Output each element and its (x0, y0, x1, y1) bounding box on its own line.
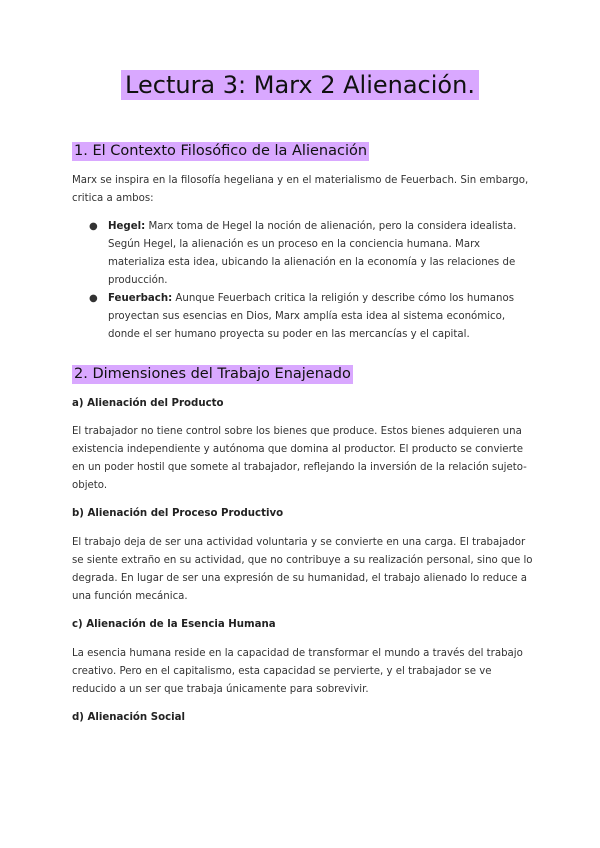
page-title: Lectura 3: Marx 2 Alienación. (121, 70, 479, 100)
subsection-a-heading: a) Alienación del Producto (72, 398, 224, 409)
section1-intro: Marx se inspira en la filosofía hegeliana y en el materialismo de Feuerbach. Sin embargo, critica a ambos: (72, 175, 529, 204)
bullet-dot-icon: ● (89, 221, 98, 232)
subsection-b-heading: b) Alienación del Proceso Productivo (72, 508, 284, 519)
subsection-c-text: La esencia humana reside en la capacidad de transformar el mundo a través del trabajo creativo. Pero en el capitalismo, esta capacidad se pervierte, y el trabajador se ve reducido a un ser que trabaja únicamente para sobrevivir. (72, 648, 523, 695)
section2-heading: 2. Dimensiones del Trabajo Enajenado (74, 366, 351, 382)
subsection-b-text: El trabajo deja de ser una actividad voluntaria y se convierte en una carga. El trabajador se siente extraño en su actividad, que no contribuye a su realización personal, sino que lo degrada. En lugar de ser una expresión de su humanidad, el trabajo alienado lo reduce a una función mecánica. (72, 537, 533, 602)
bullet-hegel (72, 218, 534, 290)
section1-bullet-list (72, 218, 534, 344)
subsection-c-heading: c) Alienación de la Esencia Humana (72, 619, 276, 630)
bullet-feuerbach (72, 290, 534, 344)
subsection-d-heading: d) Alienación Social (72, 712, 185, 723)
bullet-feuerbach-text: Aunque Feuerbach critica la religión y describe cómo los humanos proyectan sus esencias en Dios, Marx amplía esta idea al sistema económico, donde el ser humano proyecta su poder en las mercancías y el capital. (108, 293, 515, 340)
section1-heading: 1. El Contexto Filosófico de la Alienación (74, 143, 368, 159)
bullet-dot-icon: ● (89, 293, 98, 304)
title-wrap (0, 70, 600, 100)
bullet-feuerbach-term: Feuerbach: (108, 293, 173, 304)
bullet-hegel-term: Hegel: (108, 221, 146, 232)
subsection-a-text: El trabajador no tiene control sobre los bienes que produce. Estos bienes adquieren una existencia independiente y autónoma que domina al productor. El producto se convierte en un poder hostil que somete al trabajador, reflejando la inversión de la relación sujeto-objeto. (72, 426, 527, 491)
bullet-hegel-text: Marx toma de Hegel la noción de alienación, pero la considera idealista. Según Hegel, la alienación es un proceso en la conciencia humana. Marx materializa esta idea, ubicando la alienación en la economía y las relaciones de producción. (108, 221, 517, 286)
